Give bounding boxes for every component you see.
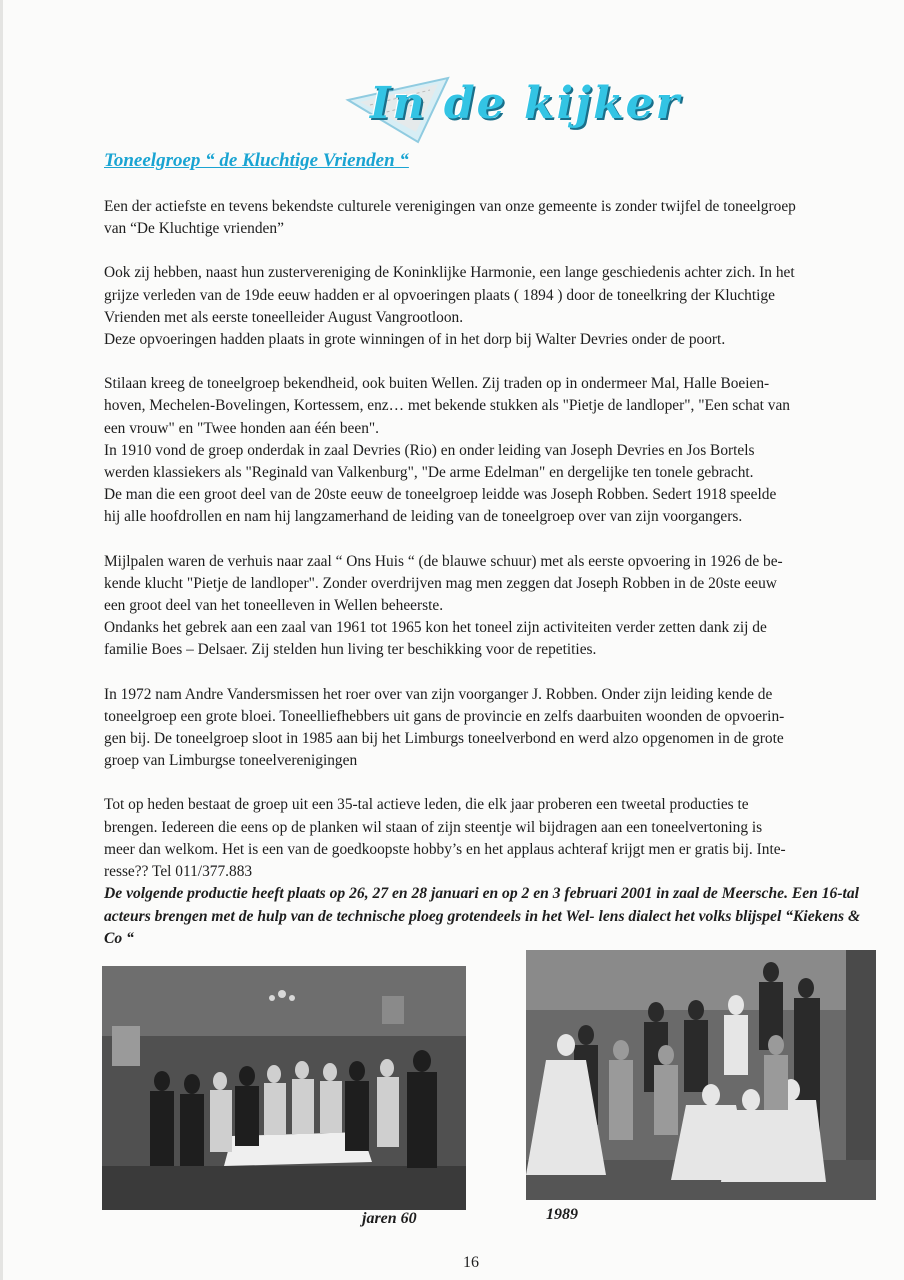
- text-line: Deze opvoeringen hadden plaats in grote winningen of in het dorp bij Walter Devries onder de poort.: [104, 331, 726, 349]
- text-line: De man die een groot deel van de 20ste eeuw de toneelgroep leidde was Joseph Robben. Sedert 1918 speelde: [104, 486, 777, 504]
- text-line: lens dialect het volks blijspel “Kiekens & Co “: [104, 907, 861, 948]
- text-line: Ook zij hebben, naast hun zustervereniging de Koninklijke Harmonie, een lange geschiedenis achter zich. In het: [104, 264, 795, 282]
- photo-jaren-60: [102, 966, 466, 1210]
- banner-title: In de kijker: [370, 78, 681, 129]
- text-line: Stilaan kreeg de toneelgroep bekendheid, ook buiten Wellen. Zij traden op in ondermeer Mal, Halle Boeien-: [104, 375, 770, 393]
- caption-1989: 1989: [546, 1206, 578, 1223]
- paragraph-6: [104, 794, 872, 883]
- text-line: Vrienden met als eerste toneelleider August Vangrootloon.: [104, 308, 464, 326]
- text-line: een vrouw" en "Twee honden aan één been".: [104, 419, 380, 437]
- text-line: brengen. Iedereen die eens op de planken wil staan of zijn steentje wil bijdragen aan een toneelvertoning is: [104, 818, 763, 836]
- text-line: hoven, Mechelen-Bovelingen, Kortessem, enz… met bekende stukken als "Pietje de landloper", "Een schat van: [104, 397, 790, 415]
- article-heading: Toneelgroep “ de Kluchtige Vrienden “: [104, 150, 409, 171]
- text-line: van “De Kluchtige vrienden”: [104, 220, 284, 238]
- text-line: resse?? Tel 011/377.883: [104, 863, 253, 881]
- paragraph-2: [104, 262, 872, 351]
- paragraph-1: [104, 196, 872, 240]
- photo-1989: [526, 950, 876, 1200]
- paragraph-3: [104, 373, 872, 528]
- text-line: Een der actiefste en tevens bekendste culturele verenigingen van onze gemeente is zonder twijfel de toneelgroep: [104, 198, 796, 215]
- in-de-kijker-banner: [330, 60, 690, 150]
- page-number: 16: [463, 1254, 479, 1271]
- text-line: werden klassiekers als "Reginald van Valkenburg", "De arme Edelman" en dergelijke ten tonele gebracht.: [104, 464, 754, 482]
- text-line: groep van Limburgse toneelverenigingen: [104, 752, 358, 770]
- text-line: kende klucht "Pietje de landloper". Zonder overdrijven mag men zeggen dat Joseph Robben in de 20ste eeuw: [104, 574, 777, 592]
- production-announcement: [104, 883, 872, 951]
- page-edge: [0, 0, 3, 1280]
- text-line: meer dan welkom. Het is een van de goedkoopste hobby’s en het applaus achteraf krijgt men er gratis bij. Inte-: [104, 840, 786, 858]
- paragraph-4: [104, 551, 872, 662]
- text-line: hij alle hoofdrollen en nam hij langzamerhand de leiding van de toneelgroep over van zijn voorgangers.: [104, 508, 743, 526]
- paragraph-5: [104, 684, 872, 773]
- text-line: In 1972 nam Andre Vandersmissen het roer over van zijn voorganger J. Robben. Onder zijn leiding kende de: [104, 685, 773, 703]
- text-line: Tot op heden bestaat de groep uit een 35-tal actieve leden, die elk jaar proberen een tweetal producties te: [104, 796, 749, 814]
- article-body: [104, 196, 872, 951]
- text-line: gen bij. De toneelgroep sloot in 1985 aan bij het Limburgs toneelverbond en werd alzo opgenomen in de grote: [104, 730, 784, 748]
- text-line: familie Boes – Delsaer. Zij stelden hun living ter beschikking voor de repetities.: [104, 641, 597, 659]
- text-line: toneelgroep een grote bloei. Toneelliefhebbers uit gans de provincie en zelfs daarbuiten woonden de opvoerin-: [104, 707, 785, 725]
- text-line: Meersche. Een 16-tal acteurs brengen met de hulp van de technische ploeg grotendeels in het Wel-: [104, 885, 860, 925]
- text-line: Mijlpalen waren de verhuis naar zaal “ Ons Huis “ (de blauwe schuur) met als eerste opvoering in 1926 de be-: [104, 552, 783, 570]
- text-line: grijze verleden van de 19de eeuw hadden er al opvoeringen plaats ( 1894 ) door de toneelkring der Kluchtige: [104, 286, 775, 304]
- text-line: Ondanks het gebrek aan een zaal van 1961 tot 1965 kon het toneel zijn activiteiten verder zetten dank zij de: [104, 619, 767, 637]
- text-line: een groot deel van het toneelleven in Wellen beheerste.: [104, 597, 444, 615]
- text-line: De volgende productie heeft plaats op 26, 27 en 28 januari en op 2 en 3 februari 2001 in zaal de: [104, 885, 718, 903]
- text-line: In 1910 vond de groep onderdak in zaal Devries (Rio) en onder leiding van Joseph Devries en Jos Bortels: [104, 441, 755, 459]
- caption-jaren-60: jaren 60: [362, 1210, 417, 1227]
